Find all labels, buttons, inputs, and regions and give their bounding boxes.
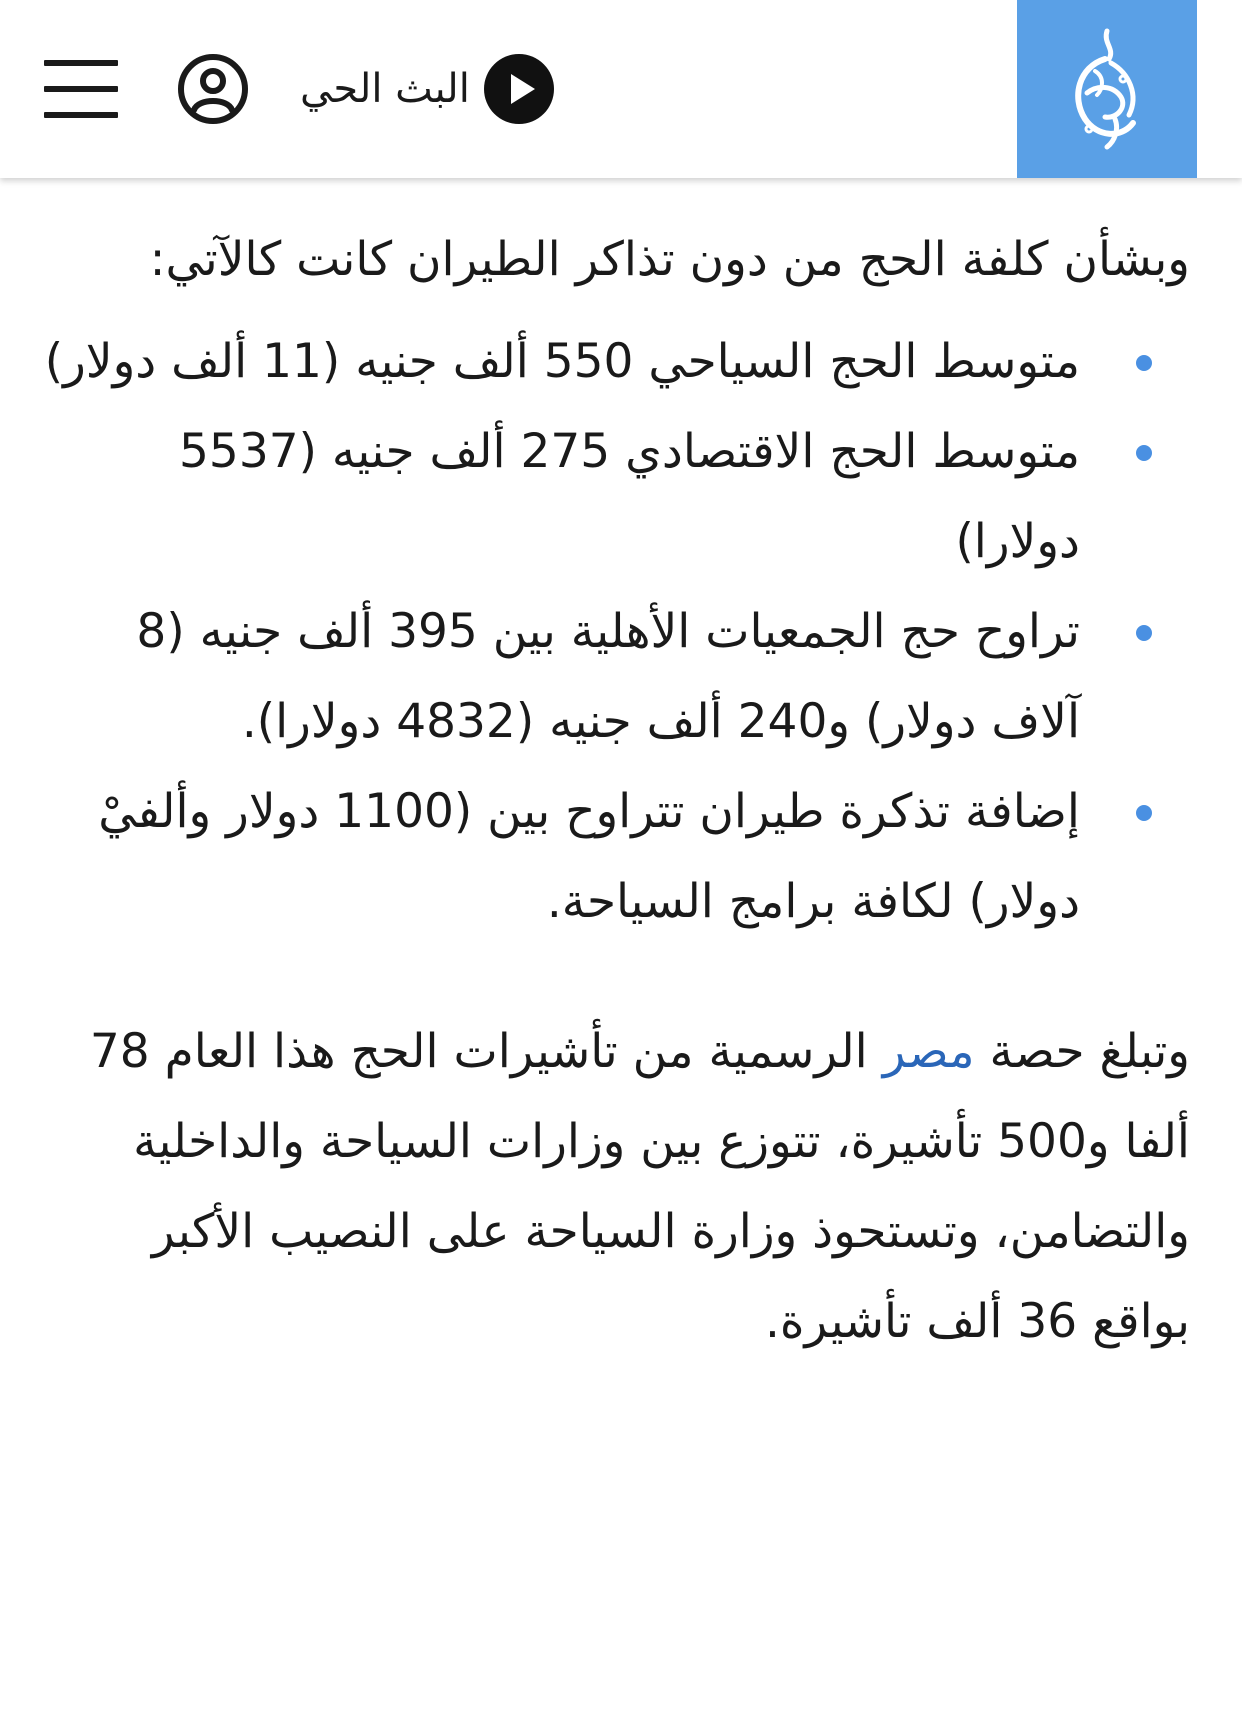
paragraph-text: وتبلغ حصة — [974, 1024, 1190, 1079]
list-item: إضافة تذكرة طيران تتراوح بين (1100 دولار وألفيْ دولار) لكافة برامج السياحة. — [40, 767, 1080, 947]
egypt-link[interactable]: مصر — [882, 1024, 975, 1079]
visa-quota-paragraph — [40, 1007, 1190, 1367]
paragraph-text: الرسمية من تأشيرات الحج هذا العام 78 ألفا و500 تأشيرة، تتوزع بين وزارات السياحة والداخلية والتضامن، وتستحوذ وزارة السياحة على النصيب الأكبر بواقع 36 ألف تأشيرة. — [89, 1024, 1190, 1349]
list-item: تراوح حج الجمعيات الأهلية بين 395 ألف جنيه (8 آلاف دولار) و240 ألف جنيه (4832 دولارا). — [40, 587, 1080, 767]
aljazeera-logo-icon — [1057, 19, 1157, 159]
play-icon — [484, 54, 554, 124]
site-header — [0, 0, 1242, 178]
cost-list — [40, 317, 1190, 947]
aljazeera-logo[interactable] — [1017, 0, 1197, 178]
menu-button[interactable] — [44, 60, 118, 118]
list-item: متوسط الحج السياحي 550 ألف جنيه (11 ألف دولار) — [40, 317, 1080, 407]
user-account-icon — [176, 52, 250, 126]
live-stream-label: البث الحي — [300, 66, 470, 112]
live-stream-button[interactable] — [300, 52, 554, 126]
article-intro-paragraph: وبشأن كلفة الحج من دون تذاكر الطيران كانت كالآتي: — [149, 232, 1190, 287]
user-account-button[interactable] — [176, 52, 250, 126]
article-body — [40, 215, 1190, 1367]
hamburger-menu-icon — [44, 60, 118, 66]
list-item: متوسط الحج الاقتصادي 275 ألف جنيه (5537 دولارا) — [40, 407, 1080, 587]
